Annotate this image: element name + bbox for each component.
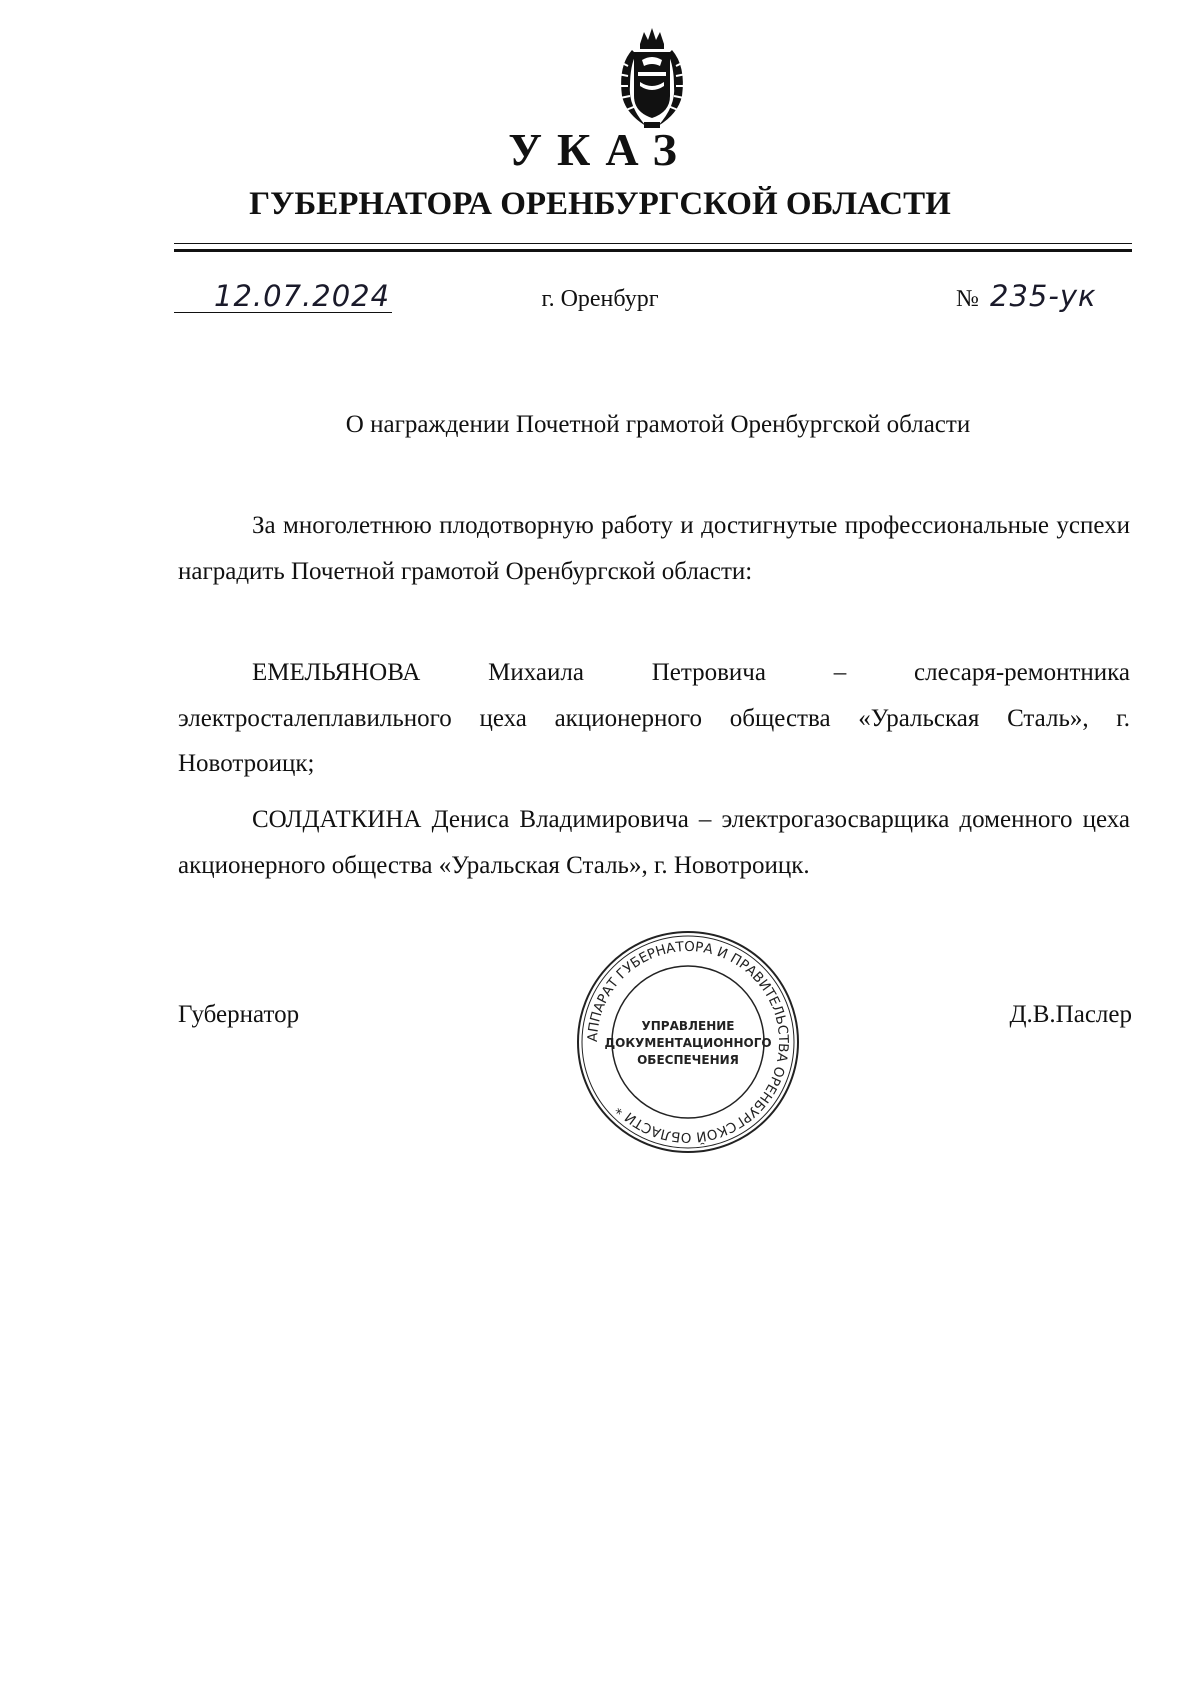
body-paragraph: За многолетнюю плодотворную работу и достигнутые профессиональные успехи наградить Почетной грамотой Оренбургской области:: [178, 512, 1130, 585]
document-heading: О награждении Почетной грамотой Оренбургской области: [345, 411, 971, 438]
document-subtitle: ГУБЕРНАТОРА ОРЕНБУРГСКОЙ ОБЛАСТИ: [249, 186, 951, 222]
coat-of-arms-icon: [610, 26, 694, 130]
seal-outer-text: АППАРАТ ГУБЕРНАТОРА И ПРАВИТЕЛЬСТВА ОРЕНБУРГСКОЙ ОБЛАСТИ *: [584, 938, 792, 1146]
seal-inner-line: УПРАВЛЕНИЕ: [641, 1019, 735, 1033]
header-divider-thick: [174, 249, 1132, 252]
signer-position: Губернатор: [178, 1001, 300, 1028]
official-seal: [572, 926, 804, 1158]
number-sign: №: [956, 286, 979, 312]
award-entry: СОЛДАТКИНА Дениса Владимировича – электрогазосварщика доменного цеха акционерного общества «Уральская Сталь», г. Новотроицк.: [178, 806, 1130, 879]
seal-inner-line: ДОКУМЕНТАЦИОННОГО: [604, 1036, 772, 1050]
document-number: 235-ук: [990, 279, 1097, 313]
document-city: г. Оренбург: [541, 286, 659, 312]
signer-name: Д.В.Паслер: [1009, 1001, 1132, 1028]
header-divider-thin: [174, 243, 1132, 244]
document-title: УКАЗ: [508, 124, 692, 175]
document-date: 12.07.2024: [214, 279, 391, 313]
award-entry: ЕМЕЛЬЯНОВА Михаила Петровича – слесаря-ремонтника электросталеплавильного цеха акционерного общества «Уральская Сталь», г. Новотроицк;: [178, 659, 1130, 777]
seal-inner-line: ОБЕСПЕЧЕНИЯ: [637, 1053, 739, 1067]
